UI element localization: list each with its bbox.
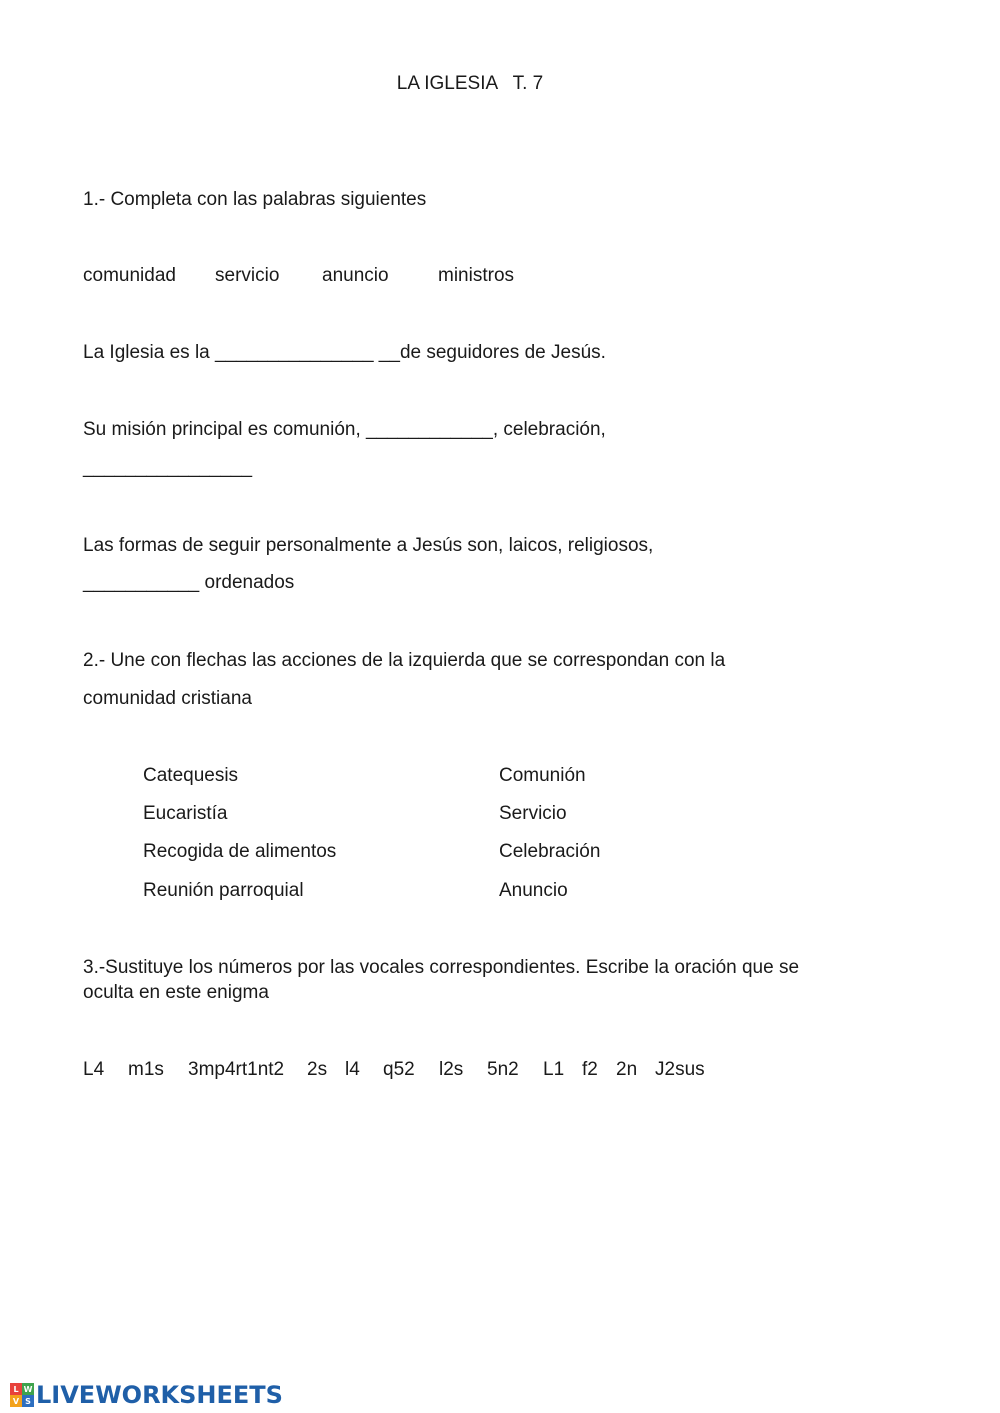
word-bank-item: servicio [215,265,280,286]
liveworksheets-logo-icon [10,1383,34,1407]
word-bank-item: comunidad [83,265,176,286]
matching-row [0,881,1000,903]
q1-heading: 1.- Completa con las palabras siguientes [83,189,427,210]
enigma-word: 5n2 [487,1059,519,1080]
q3-heading-line-2: oculta en este enigma [83,982,269,1003]
word-bank-item: ministros [438,265,515,286]
page-title: LA IGLESIA T. 7 [396,73,544,94]
matching-row [0,804,1000,826]
enigma-word: f2 [582,1059,598,1080]
q2-heading-line-1: 2.- Une con flechas las acciones de la izquierda que se correspondan con la [83,650,726,671]
word-bank-item: anuncio [322,265,389,286]
action-item: Catequesis [143,765,239,786]
logo-tile: L [10,1383,22,1395]
q1-sentence-2-line-2: ________________ [83,457,253,478]
word-bank [0,266,1000,288]
enigma-word: J2sus [655,1059,705,1080]
action-item: Reunión parroquial [143,880,304,901]
enigma-word: 2n [616,1059,638,1080]
enigma-word: L1 [543,1059,565,1080]
logo-tile: S [22,1395,34,1407]
category-item: Servicio [499,803,567,824]
enigma-word: l4 [345,1059,360,1080]
action-item: Recogida de alimentos [143,841,337,862]
matching-row [0,842,1000,864]
enigma-word: l2s [439,1059,464,1080]
category-item: Celebración [499,841,601,862]
q1-sentence-1: La Iglesia es la _______________ __de seguidores de Jesús. [83,342,606,363]
enigma-word: 2s [307,1059,328,1080]
q2-heading-line-2: comunidad cristiana [83,688,252,709]
q1-sentence-2-line-1: Su misión principal es comunión, ____________, celebración, [83,419,606,440]
category-item: Comunión [499,765,586,786]
category-item: Anuncio [499,880,568,901]
q1-sentence-3-line-1: Las formas de seguir personalmente a Jesús son, laicos, religiosos, [83,535,654,556]
matching-row [0,766,1000,788]
logo-tile: W [23,1384,33,1394]
enigma-word: q52 [383,1059,415,1080]
q3-heading-line-1: 3.-Sustituye los números por las vocales correspondientes. Escribe la oración que se [83,957,800,978]
enigma-word: 3mp4rt1nt2 [188,1059,285,1080]
action-item: Eucaristía [143,803,228,824]
liveworksheets-logo [10,1382,283,1408]
enigma-word: m1s [128,1059,164,1080]
q1-sentence-3-line-2: ___________ ordenados [83,572,295,593]
logo-tile: V [10,1395,22,1407]
enigma-line [0,1060,1000,1082]
enigma-word: L4 [83,1059,105,1080]
brand-name: LIVEWORKSHEETS [36,1381,283,1409]
